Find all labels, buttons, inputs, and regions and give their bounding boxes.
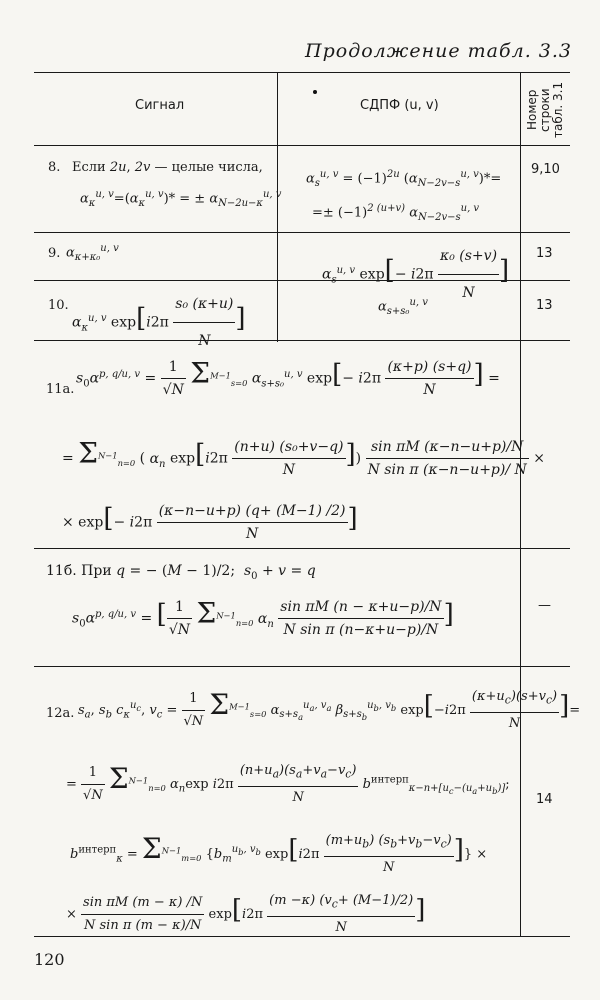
row-12a-number: 12a. xyxy=(46,706,75,721)
row-10-number: 10. xyxy=(48,298,69,313)
row-10-bottom-rule xyxy=(34,340,570,341)
row-11b-bottom-rule xyxy=(34,666,570,667)
row-11b-ref: — xyxy=(538,598,551,613)
row-8-bottom-rule xyxy=(34,232,570,233)
row-9-bottom-rule xyxy=(34,280,570,281)
row-11a-line-1: $s_0\alpha^{p, q/u, v}$ = $\frac{1}{√N}$ $\Sigma^{M-1}_{s=0}$ $\alpha_{s+s_0}^{u, v}$ exp[− i2π $\frac{(\kappa+p) (s+q)}{N}$ ] = xyxy=(76,356,500,398)
row-8-transform-line-2: =± $(-1)^{2 (u+v)}$ $\alpha_{N-2v-s}^{u, v}$ xyxy=(312,203,480,223)
table-header-bottom-rule xyxy=(34,145,570,146)
table-top-rule xyxy=(34,72,570,73)
header-ref: Номер строки табл. 3.1 xyxy=(525,81,565,139)
row-11a-number: 11a. xyxy=(46,382,75,397)
row-11a-line-3: × exp[− i2π $\frac{(\kappa-n-u+p) (q+ (M-1) /2)}{N}$ ] xyxy=(62,500,358,545)
row-8-number: 8. xyxy=(48,160,61,175)
row-10-signal: $\alpha_\kappa^{u, v}$ exp[i2π $\frac{\text{s₀ (κ+u)}}{N}$ ] xyxy=(72,286,246,359)
row-10-transform: $\alpha_{s+s_0}^{u, v}$ xyxy=(378,297,428,317)
row-8-signal-line-1: Если 2u, 2v — целые числа, xyxy=(72,160,263,175)
column-divider-2b xyxy=(520,342,521,937)
row-11b-line-1: 11б. При q = − (M − 1)/2; $s_0 + v = q$ xyxy=(46,563,316,582)
row-11b-line-2: $s_0\alpha^{p, q/u, v}$ = [ $\frac{1}{√N}$ $\Sigma^{N-1}_{n=0}$ $\alpha_n$ $\frac{\text{sin πM (n − κ+u−p)/N}}{\text{N sin π (n−κ+u−p)/N}}$ ] xyxy=(72,596,454,638)
row-9-number: 9. xyxy=(48,246,61,261)
row-12a-ref: 14 xyxy=(536,792,553,807)
table-bottom-rule xyxy=(34,936,570,937)
row-12a-line-2: = $\frac{1}{√N}$ $\Sigma^{N-1}_{n=0}$ $\alpha_n\exp$ i2π $\frac{(n+u_a)(s_a+v_a-v_c)}{N}$ $b^{интерп}_{\kappa-n+[u_c-(u_a+u_b)]}$; xyxy=(66,761,510,805)
row-11a-line-2: = $\Sigma^{N-1}_{n=0}$ ( $\alpha_n$ exp[i2π $\frac{\text{(n+u) (s₀+v−q)}}{N}$ ]) $\frac{\text{sin πM (κ−n−u+p)/N}}{\text{N sin π (κ−n−u+p)/ N}}$ × xyxy=(62,436,545,478)
header-transform: СДПФ (u, v) xyxy=(360,98,439,113)
row-9-signal: $\alpha_{\kappa+\kappa_0}^{u, v}$ xyxy=(66,243,119,263)
row-12a-line-4: × $\frac{\text{sin πM (m − κ) /N}}{\text{N sin π (m − κ)/N}}$ exp[i2π $\frac{(m -\kappa) (v_c+ (M-1)/2)}{N}$ ] xyxy=(66,890,425,939)
column-divider-2 xyxy=(520,72,521,342)
row-9-transform: $\alpha_s^{u, v}$ exp[− i2π $\frac{\text{κ₀ (s+v)}}{N}$ ] xyxy=(322,238,509,311)
row-8-ref: 9,10 xyxy=(531,162,560,177)
row-12a-line-1: $s_a$, $s_b$ $c_\kappa^{u_c}$, $v_c$ = $\frac{1}{√N}$ $\Sigma^{M-1}_{s=0}$ $\alpha_{s+s_a}^{u_a, v_a}$ $\beta_{s+s_b}^{u_b, v_b}$ exp[−i2π $\frac{(\kappa+u_c)(s+v_c)}{N}$ ]= xyxy=(78,687,581,731)
row-10-ref: 13 xyxy=(536,298,553,313)
header-signal: Сигнал xyxy=(135,98,185,113)
row-12a-line-3: $b^{интерп}_\kappa = \Sigma^{N-1}_{m=0}$ {$b_m^{u_b, v_b}$ exp[i2π $\frac{(m+u_b) (s_b+v_b-v_c)}{N}$ ]} × xyxy=(70,831,488,875)
header-dot xyxy=(313,90,317,94)
page-number: 120 xyxy=(34,950,65,969)
row-8-transform-line-1: $\alpha_s^{u, v} = (-1)^{2u}$ $(\alpha_{N-2v-s}^{u, v})*=$ xyxy=(306,169,502,189)
row-9-ref: 13 xyxy=(536,246,553,261)
row-11a-bottom-rule xyxy=(34,548,570,549)
continuation-caption: Продолжение табл. 3.3 xyxy=(305,40,572,62)
row-8-signal-line-2: $\alpha_\kappa^{u, v}=(\alpha_\kappa^{u, v})*$ = ± $\alpha_{N-2u-\kappa}^{u, v}$ xyxy=(80,189,282,209)
